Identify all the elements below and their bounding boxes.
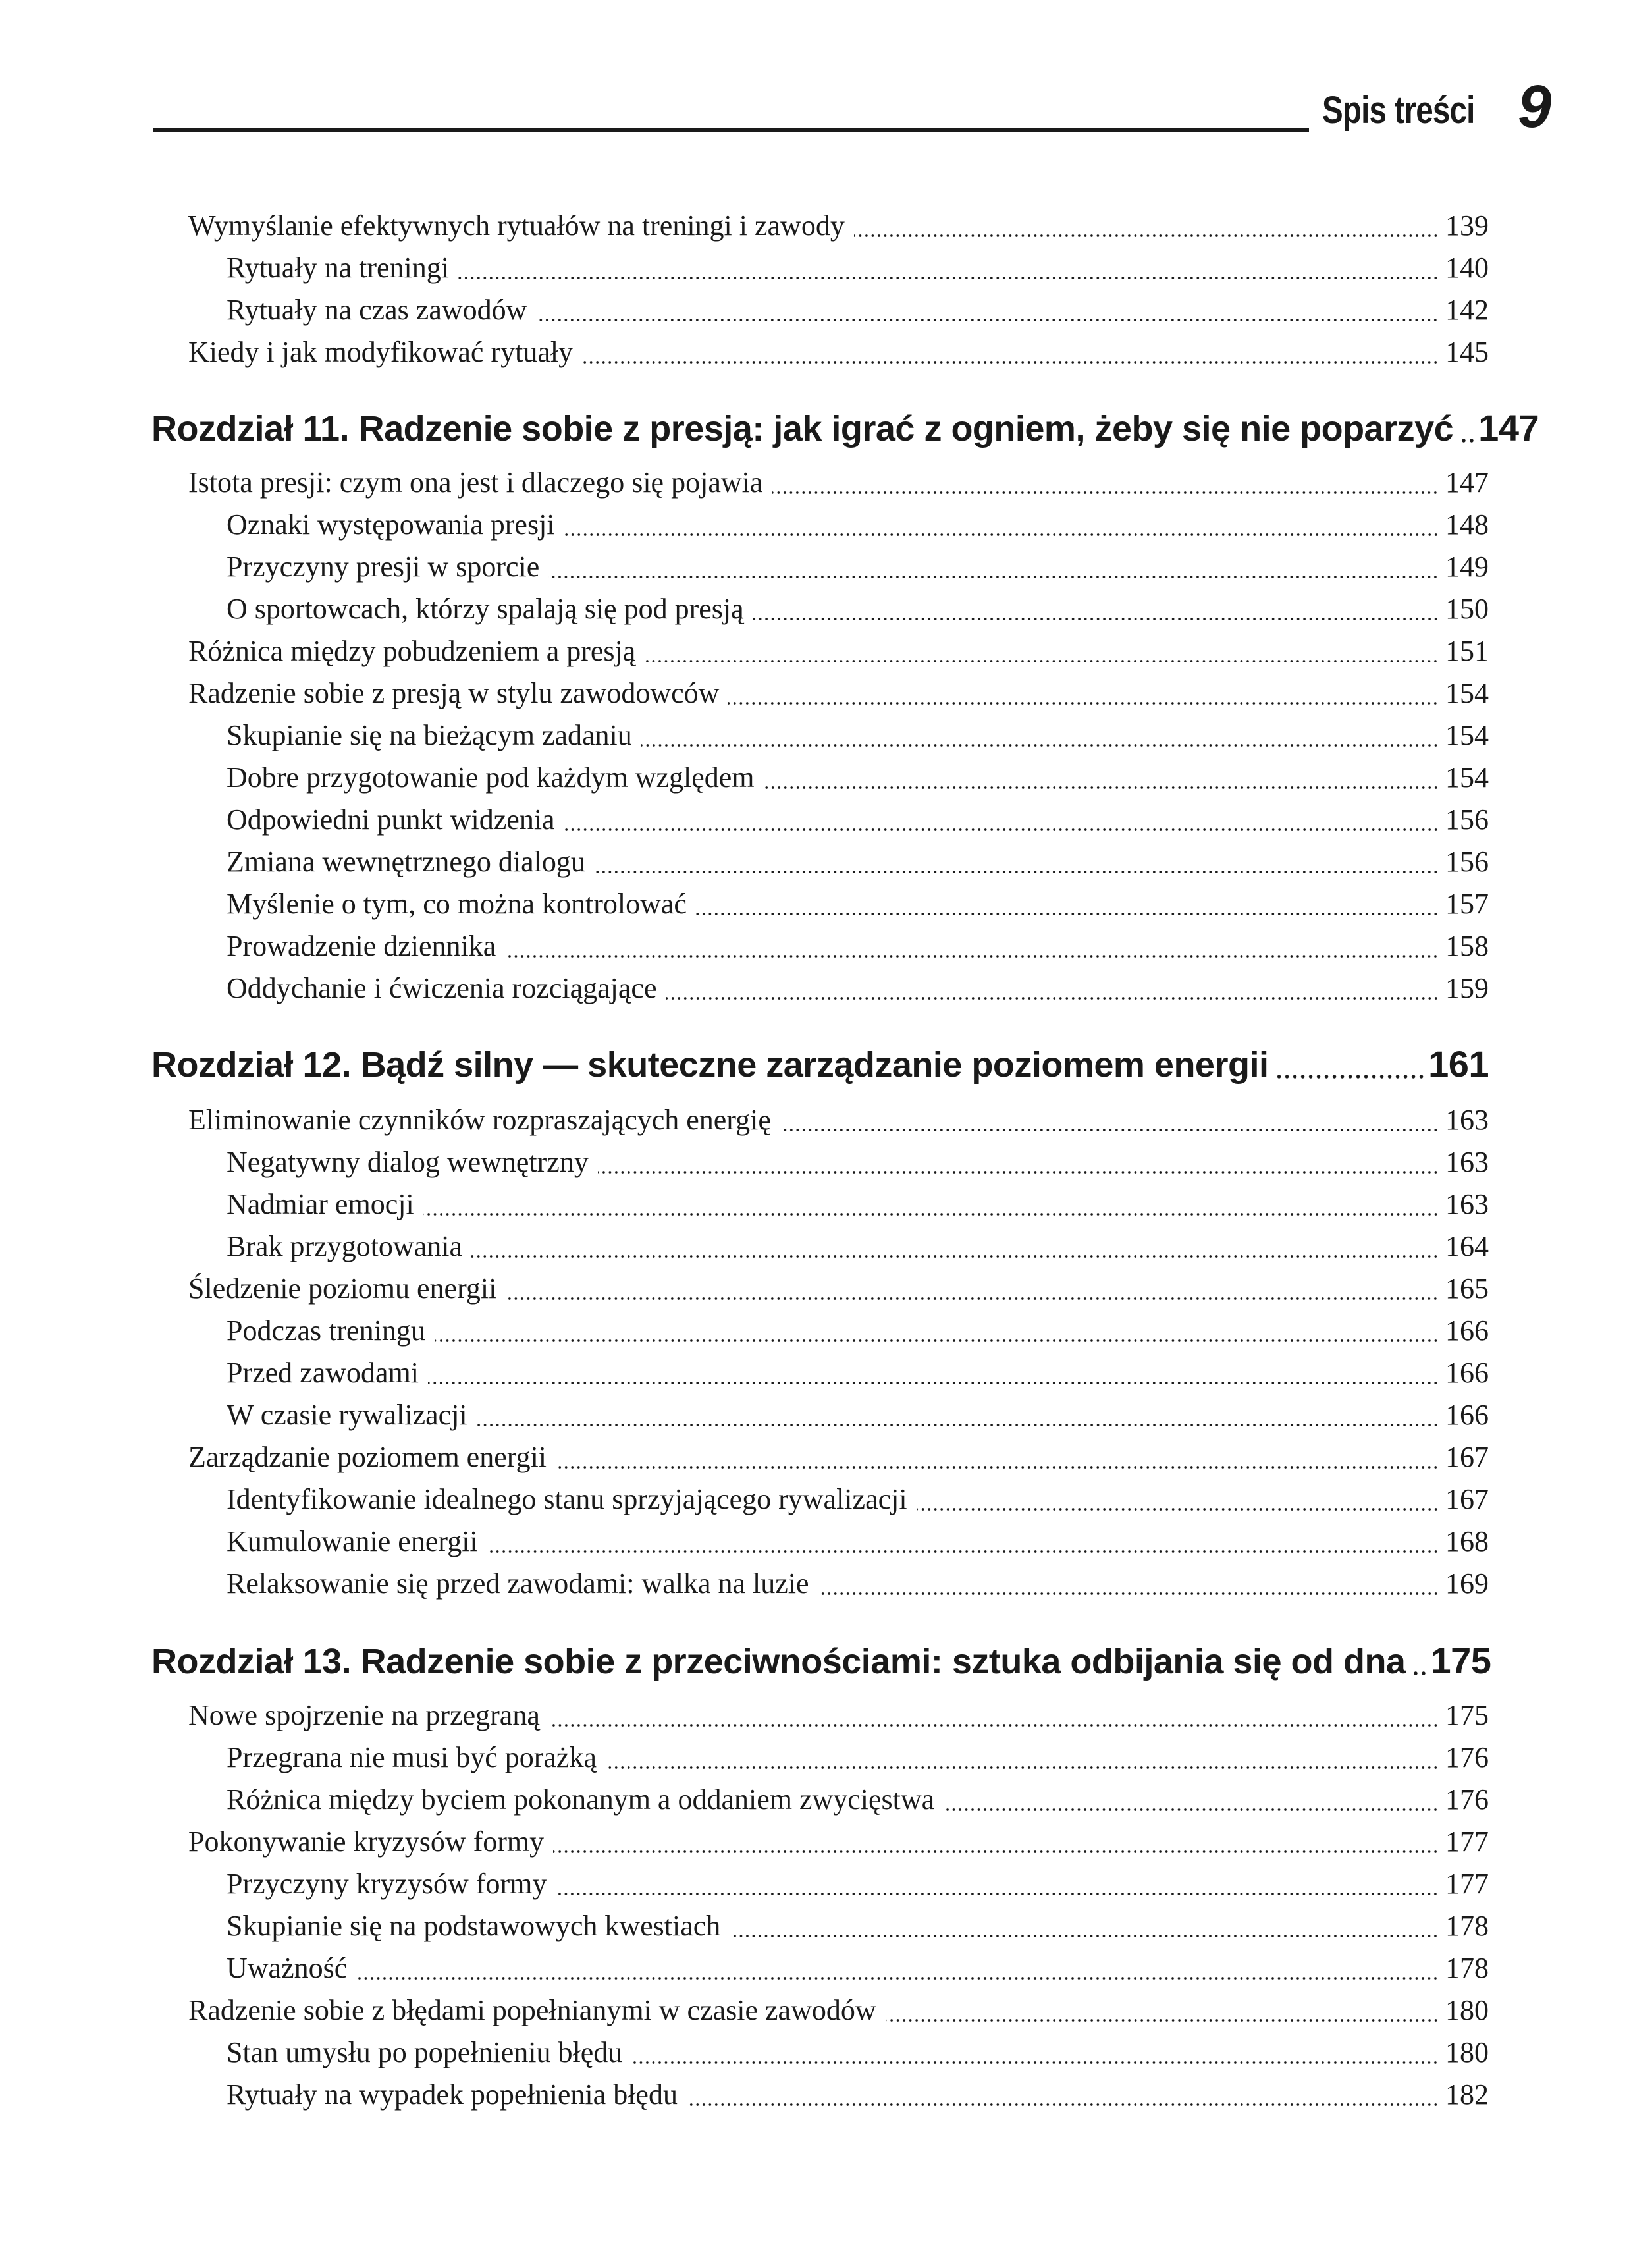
toc-chapter-label: Rozdział 11. Radzenie sobie z presją: jak igrać z ogniem, żeby się nie poparzyć [151, 409, 1454, 448]
dot-leader [595, 871, 1439, 873]
dot-leader [606, 1766, 1439, 1769]
toc-entry-label: Oznaki występowania presji [227, 508, 555, 541]
toc-entry[interactable] [227, 842, 1489, 882]
dot-leader [549, 1724, 1439, 1727]
toc-entry-label: Nowe spojrzenie na przegraną [188, 1699, 540, 1731]
dot-leader [818, 1592, 1439, 1595]
toc-entry-label: W czasie rywalizacji [227, 1399, 467, 1431]
toc-chapter-label: Rozdział 13. Radzenie sobie z przeciwnościami: sztuka odbijania się od dna [151, 1642, 1406, 1681]
toc-entry[interactable] [227, 1779, 1489, 1820]
toc-entry-label: O sportowcach, którzy spalają się pod presją [227, 593, 744, 625]
toc-entry[interactable] [188, 1268, 1489, 1309]
toc-entry-label: Rytuały na wypadek popełnienia błędu [227, 2078, 678, 2111]
toc-entry-page: 150 [1445, 593, 1489, 625]
toc-entry[interactable] [227, 2032, 1489, 2073]
toc-entry[interactable] [188, 332, 1489, 373]
toc-entry[interactable] [188, 205, 1489, 246]
dot-leader [696, 913, 1439, 915]
toc-entry-page: 156 [1445, 846, 1489, 878]
toc-entry-page: 176 [1445, 1741, 1489, 1773]
toc-entry-label: Relaksowanie się przed zawodami: walka na luzie [227, 1567, 809, 1600]
dot-leader [886, 2019, 1439, 2022]
dot-leader [582, 361, 1439, 364]
toc-entry-page: 178 [1445, 1910, 1489, 1942]
toc-entry[interactable] [227, 248, 1489, 288]
dot-leader [548, 576, 1439, 578]
toc-entry-label: Radzenie sobie z presją w stylu zawodowców [188, 677, 720, 709]
toc-entry-page: 157 [1445, 888, 1489, 920]
dot-leader [471, 1255, 1439, 1258]
dot-leader [435, 1339, 1439, 1342]
toc-entry[interactable] [227, 1906, 1489, 1947]
dot-leader [641, 744, 1439, 747]
toc-entry-page: 176 [1445, 1783, 1489, 1816]
dot-leader [506, 1297, 1439, 1300]
dot-leader [631, 2061, 1439, 2064]
toc-entry[interactable] [227, 757, 1489, 798]
dot-leader [556, 1893, 1439, 1895]
toc-entry[interactable] [227, 1479, 1489, 1520]
toc-entry-label: Dobre przygotowanie pod każdym względem [227, 761, 755, 794]
dot-leader [687, 2103, 1439, 2106]
toc-entry[interactable] [188, 1437, 1489, 1478]
toc-entry-label: Przyczyny kryzysów formy [227, 1868, 547, 1900]
toc-entry-label: Oddychanie i ćwiczenia rozciągające [227, 972, 657, 1004]
toc-entry-page: 149 [1445, 551, 1489, 583]
toc-entry[interactable] [227, 1948, 1489, 1989]
toc-entry[interactable] [227, 290, 1489, 331]
toc-entry[interactable] [227, 884, 1489, 925]
dot-leader [564, 828, 1439, 831]
toc-entry-page: 148 [1445, 508, 1489, 541]
toc-entry-page: 178 [1445, 1952, 1489, 1984]
toc-entry-page: 140 [1445, 252, 1489, 284]
toc-entry-page: 169 [1445, 1567, 1489, 1600]
toc-entry-label: Skupianie się na podstawowych kwestiach [227, 1910, 721, 1942]
toc-entry-page: 154 [1445, 719, 1489, 751]
toc-entry-label: Wymyślanie efektywnych rytuałów na treningi i zawody [188, 209, 845, 242]
toc-entry-page: 163 [1445, 1146, 1489, 1178]
dot-leader [553, 1850, 1439, 1853]
toc-entry[interactable] [227, 1521, 1489, 1562]
toc-entry-label: Istota presji: czym ona jest i dlaczego się pojawia [188, 466, 763, 499]
dot-leader [753, 618, 1439, 620]
dot-leader [772, 491, 1439, 494]
toc-entry-label: Zarządzanie poziomem energii [188, 1441, 547, 1473]
toc-entry-page: 166 [1445, 1357, 1489, 1389]
dot-leader [645, 660, 1439, 662]
dot-leader [728, 702, 1439, 705]
toc-entry[interactable] [227, 968, 1489, 1009]
toc-chapter-page: 147 [1478, 407, 1539, 448]
toc-entry-label: Myślenie o tym, co można kontrolować [227, 888, 687, 920]
toc-entry-page: 166 [1445, 1399, 1489, 1431]
toc-entry-label: Przegrana nie musi być porażką [227, 1741, 597, 1773]
toc-entry[interactable] [188, 1990, 1489, 2031]
toc-entry[interactable] [227, 1142, 1489, 1183]
toc-entry-page: 165 [1445, 1272, 1489, 1305]
dot-leader [505, 955, 1439, 958]
toc-entry[interactable] [227, 1226, 1489, 1267]
toc-entry-label: Uważność [227, 1952, 348, 1984]
toc-entry-label: Kiedy i jak modyfikować rytuały [188, 336, 574, 368]
toc-entry-label: Brak przygotowania [227, 1230, 462, 1262]
dot-leader [487, 1550, 1439, 1553]
dot-leader [556, 1466, 1439, 1469]
toc-entry-page: 147 [1445, 466, 1489, 499]
toc-entry[interactable] [227, 1310, 1489, 1351]
dot-leader [428, 1382, 1439, 1384]
toc-entry-page: 151 [1445, 635, 1489, 667]
toc-entry[interactable] [227, 926, 1489, 967]
toc-entry-page: 158 [1445, 930, 1489, 962]
dot-leader [564, 533, 1439, 536]
toc-entry[interactable] [227, 1353, 1489, 1393]
toc-chapter-page: 175 [1430, 1640, 1491, 1681]
toc-entry-page: 139 [1445, 209, 1489, 242]
toc-entry-label: Radzenie sobie z błędami popełnianymi w czasie zawodów [188, 1994, 876, 2026]
dot-leader [780, 1129, 1439, 1131]
toc-entry-label: Skupianie się na bieżącym zadaniu [227, 719, 632, 751]
dot-leader [764, 786, 1439, 789]
toc-entry-page: 156 [1445, 803, 1489, 836]
toc-chapter-entry[interactable] [151, 1634, 1489, 1687]
toc-chapter-page: 161 [1428, 1043, 1489, 1085]
toc-entry-page: 164 [1445, 1230, 1489, 1262]
toc-entry-page: 177 [1445, 1825, 1489, 1858]
dot-leader [854, 234, 1439, 237]
toc-entry-page: 163 [1445, 1104, 1489, 1136]
toc-chapter-entry[interactable] [151, 402, 1539, 454]
toc-entry-page: 159 [1445, 972, 1489, 1004]
toc-entry[interactable] [188, 1822, 1489, 1862]
header-title: Spis treści [1322, 89, 1475, 132]
toc-entry[interactable] [188, 1100, 1489, 1141]
toc-entry[interactable] [188, 462, 1489, 503]
toc-entry-page: 168 [1445, 1525, 1489, 1557]
dot-leader [536, 319, 1439, 321]
dot-leader [730, 1935, 1439, 1937]
dot-leader [423, 1213, 1439, 1216]
dot-leader [1462, 439, 1476, 443]
toc-entry-page: 167 [1445, 1441, 1489, 1473]
toc-entry-label: Rytuały na czas zawodów [227, 294, 527, 326]
dot-leader [458, 277, 1439, 279]
toc-entry-label: Nadmiar emocji [227, 1188, 414, 1220]
toc-entry-label: Przyczyny presji w sporcie [227, 551, 540, 583]
toc-entry-label: Śledzenie poziomu energii [188, 1272, 497, 1305]
toc-entry-label: Kumulowanie energii [227, 1525, 478, 1557]
toc-entry-page: 182 [1445, 2078, 1489, 2111]
toc-entry-label: Przed zawodami [227, 1357, 419, 1389]
toc-entry-label: Stan umysłu po popełnieniu błędu [227, 2036, 623, 2068]
toc-entry-label: Rytuały na treningi [227, 252, 449, 284]
toc-entry[interactable] [227, 1184, 1489, 1225]
toc-entry-page: 175 [1445, 1699, 1489, 1731]
toc-entry-page: 166 [1445, 1314, 1489, 1347]
toc-entry[interactable] [227, 589, 1489, 630]
toc-entry[interactable] [227, 1737, 1489, 1778]
toc-entry-page: 145 [1445, 336, 1489, 368]
toc-entry-page: 154 [1445, 761, 1489, 794]
dot-leader [477, 1424, 1439, 1426]
toc-entry-label: Prowadzenie dziennika [227, 930, 496, 962]
toc-entry[interactable] [227, 1563, 1489, 1604]
toc-entry-label: Identyfikowanie idealnego stanu sprzyjającego rywalizacji [227, 1483, 907, 1515]
dot-leader [1414, 1671, 1428, 1675]
toc-entry-page: 180 [1445, 2036, 1489, 2068]
dot-leader [356, 1977, 1439, 1980]
toc-entry-page: 142 [1445, 294, 1489, 326]
toc-entry-page: 180 [1445, 1994, 1489, 2026]
dot-leader [1277, 1075, 1426, 1079]
toc-entry-label: Pokonywanie kryzysów formy [188, 1825, 545, 1858]
toc-entry-label: Eliminowanie czynników rozpraszających energię [188, 1104, 771, 1136]
toc-entry-page: 154 [1445, 677, 1489, 709]
dot-leader [666, 997, 1439, 1000]
toc-entry[interactable] [188, 631, 1489, 672]
toc-entry[interactable] [188, 673, 1489, 714]
toc-entry[interactable] [227, 504, 1489, 545]
toc-entry-label: Zmiana wewnętrznego dialogu [227, 846, 585, 878]
toc-entry-label: Podczas treningu [227, 1314, 425, 1347]
toc-entry[interactable] [227, 799, 1489, 840]
dot-leader [917, 1508, 1439, 1511]
toc-entry-label: Negatywny dialog wewnętrzny [227, 1146, 589, 1178]
toc-entry-label: Odpowiedni punkt widzenia [227, 803, 555, 836]
toc-chapter-entry[interactable] [151, 1038, 1489, 1091]
toc-entry[interactable] [227, 547, 1489, 587]
dot-leader [944, 1808, 1439, 1811]
toc-entry-page: 177 [1445, 1868, 1489, 1900]
page-number: 9 [1518, 73, 1552, 140]
toc-entry-page: 167 [1445, 1483, 1489, 1515]
toc-entry[interactable] [227, 1395, 1489, 1436]
toc-entry-label: Różnica między pobudzeniem a presją [188, 635, 636, 667]
toc-entry[interactable] [188, 1695, 1489, 1736]
toc-entry-label: Różnica między byciem pokonanym a oddaniem zwycięstwa [227, 1783, 935, 1816]
toc-entry-page: 163 [1445, 1188, 1489, 1220]
toc-entry[interactable] [227, 715, 1489, 756]
toc-chapter-label: Rozdział 12. Bądź silny — skuteczne zarządzanie poziomem energii [151, 1045, 1269, 1085]
dot-leader [598, 1171, 1439, 1174]
toc-entry[interactable] [227, 1864, 1489, 1904]
toc-entry[interactable] [227, 2074, 1489, 2115]
